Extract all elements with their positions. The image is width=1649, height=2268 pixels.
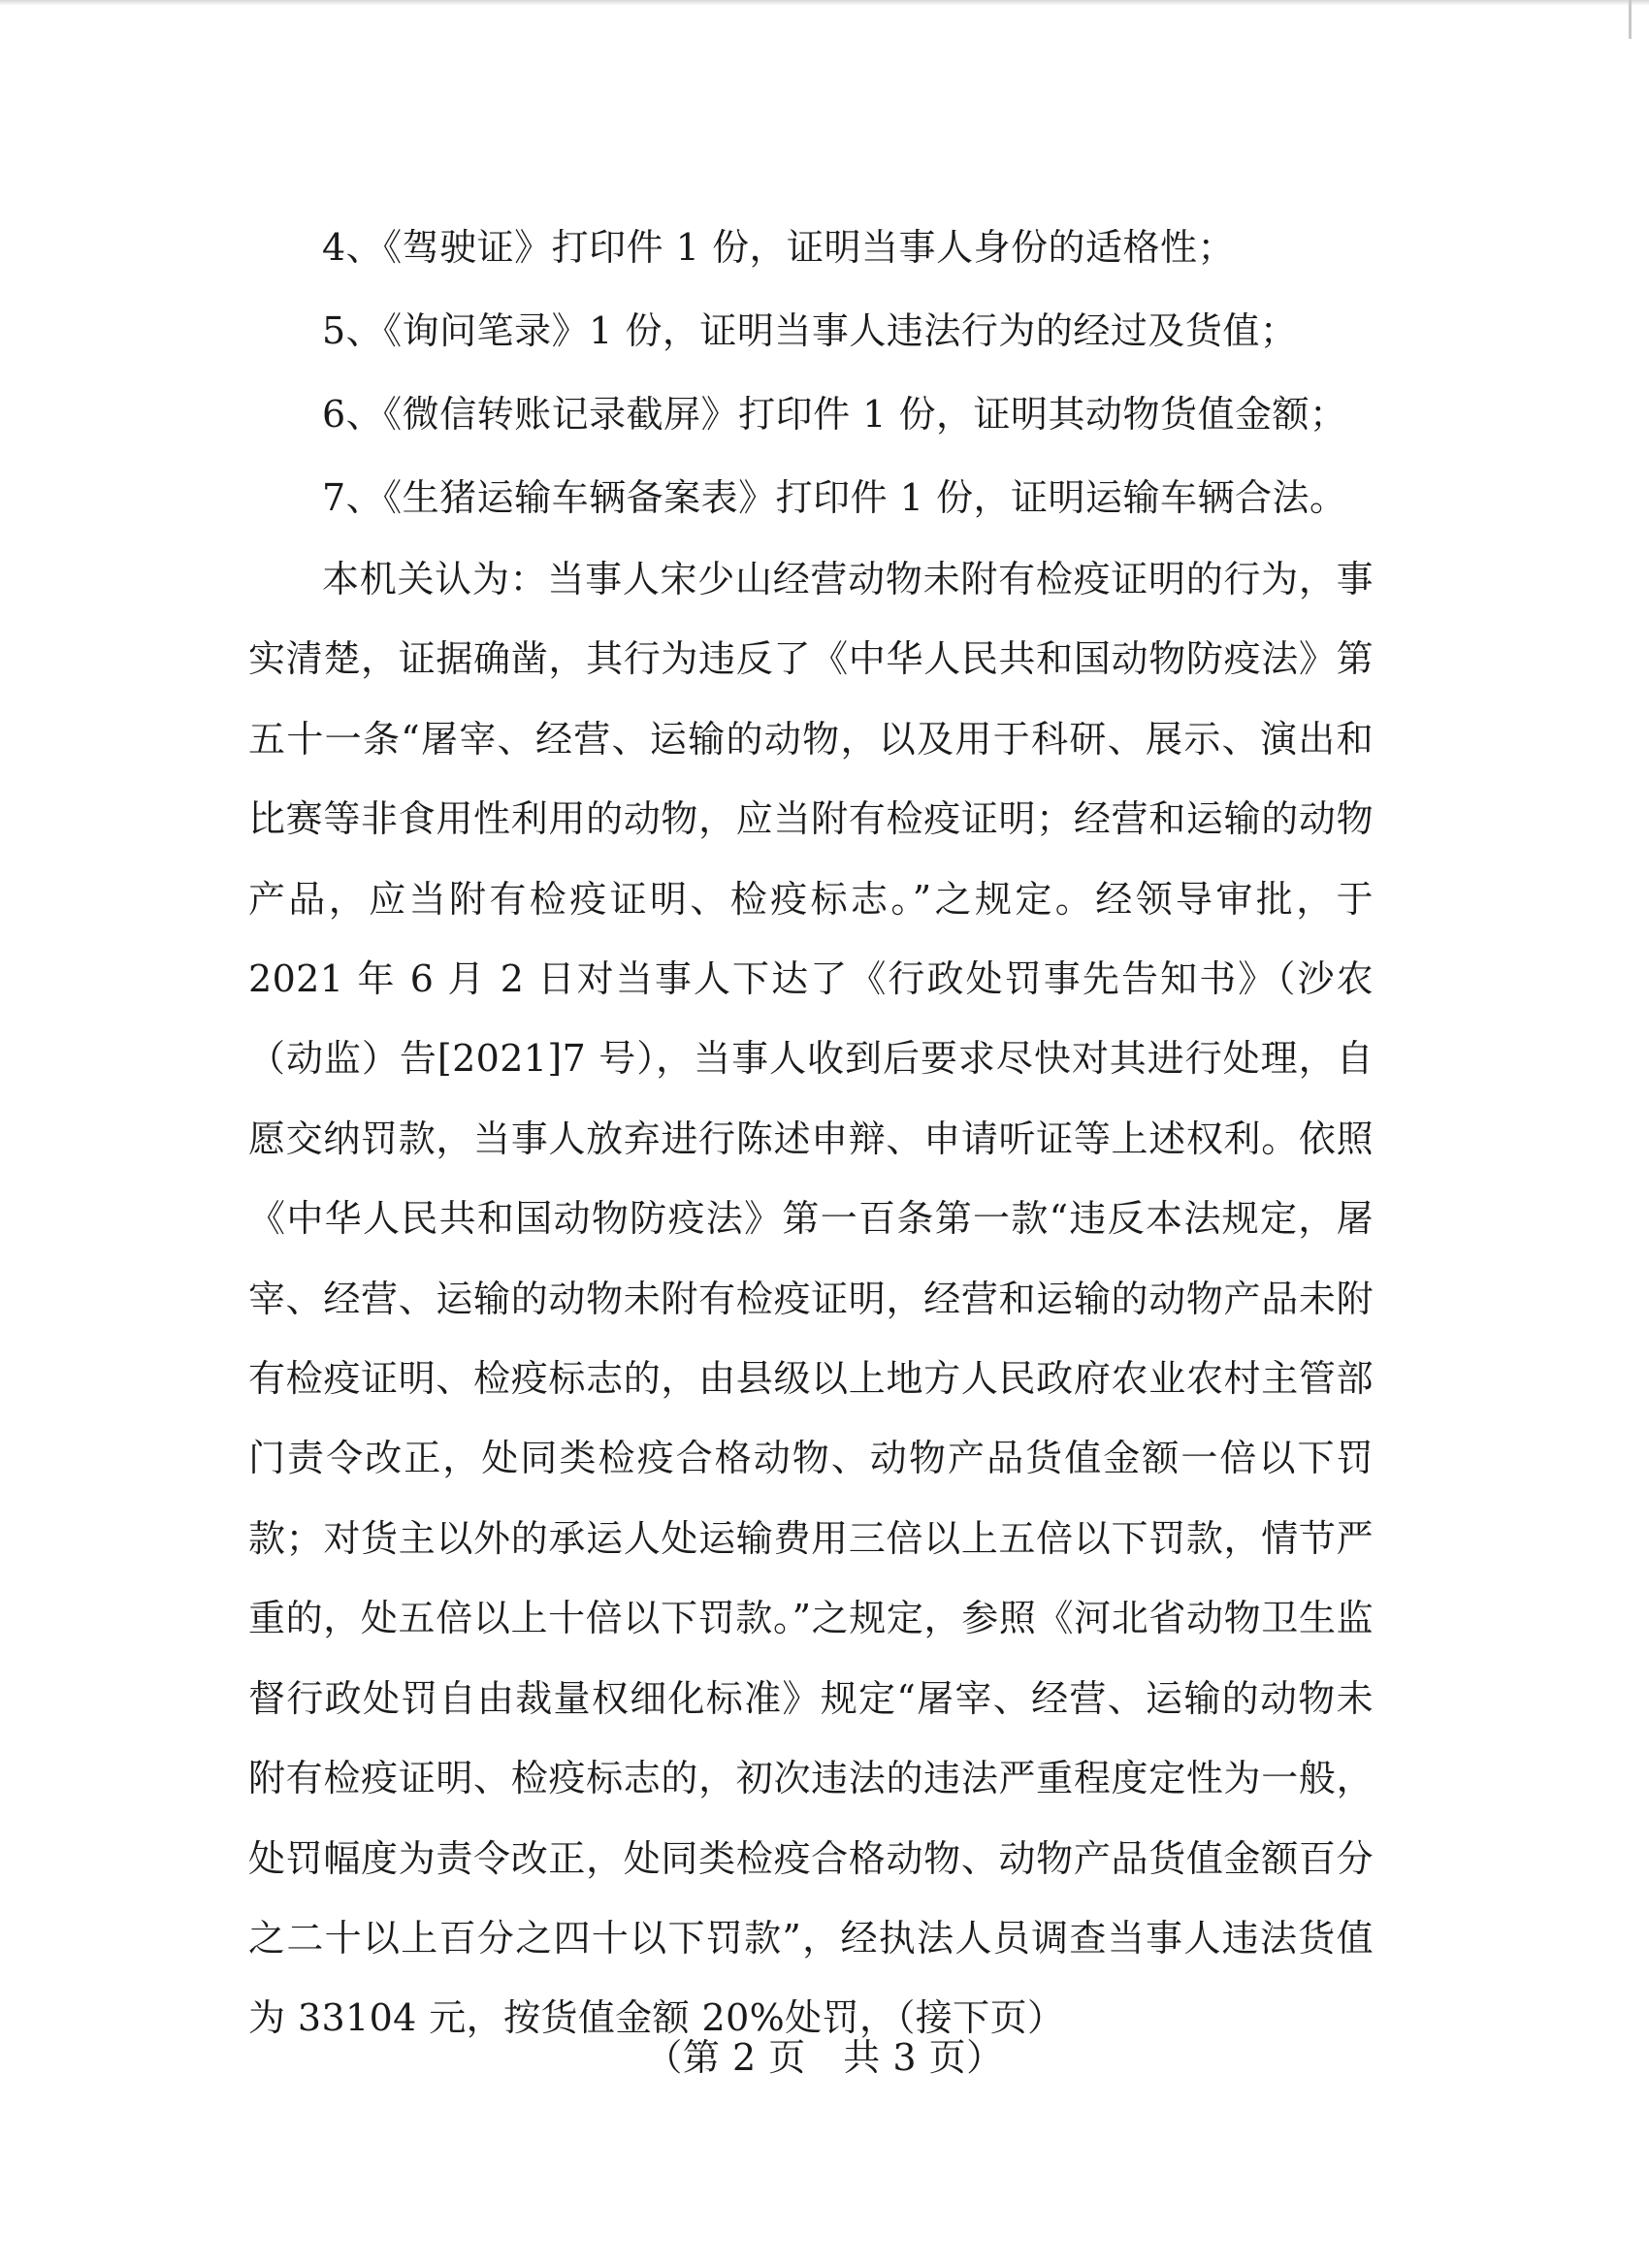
scan-edge-right: [1629, 0, 1632, 39]
scan-edge-top: [0, 0, 1649, 6]
document-page: [248, 206, 1374, 2058]
page-indicator: （第 2 页 共 3 页）: [645, 2036, 1004, 2079]
body-paragraph: 本机关认为：当事人宋少山经营动物未附有检疫证明的行为，事实清楚，证据确凿，其行为违反了《中华人民共和国动物防疫法》第五十一条“屠宰、经营、运输的动物，以及用于科研、展示、演出和比赛等非食用性利用的动物，应当附有检疫证明；经营和运输的动物产品，应当附有检疫证明、检疫标志。”之规定。经领导审批，于 2021 年 6 月 2 日对当事人下达了《行政处罚事先告知书》（沙农（动监）告[2021]7 号），当事人收到后要求尽快对其进行处理，自愿交纳罚款，当事人放弃进行陈述申辩、申请听证等上述权利。依照《中华人民共和国动物防疫法》第一百条第一款“违反本法规定，屠宰、经营、运输的动物未附有检疫证明，经营和运输的动物产品未附有检疫证明、检疫标志的，由县级以上地方人民政府农业农村主管部门责令改正，处同类检疫合格动物、动物产品货值金额一倍以下罚款；对货主以外的承运人处运输费用三倍以上五倍以下罚款，情节严重的，处五倍以上十倍以下罚款。”之规定，参照《河北省动物卫生监督行政处罚自由裁量权细化标准》规定“屠宰、经营、运输的动物未附有检疫证明、检疫标志的，初次违法的违法严重程度定性为一般，处罚幅度为责令改正，处同类检疫合格动物、动物产品货值金额百分之二十以上百分之四十以下罚款”，经执法人员调查当事人违法货值为 33104 元，按货值金额 20%处罚，（接下页）: [248, 558, 1374, 2040]
evidence-item-5: 5、《询问笔录》1 份，证明当事人违法行为的经过及货值；: [322, 309, 1298, 352]
evidence-item-4: 4、《驾驶证》打印件 1 份，证明当事人身份的适格性；: [322, 226, 1236, 269]
evidence-item-6: 6、《微信转账记录截屏》打印件 1 份，证明其动物货值金额；: [322, 393, 1347, 436]
evidence-item-7: 7、《生猪运输车辆备案表》打印件 1 份，证明运输车辆合法。: [322, 476, 1347, 519]
